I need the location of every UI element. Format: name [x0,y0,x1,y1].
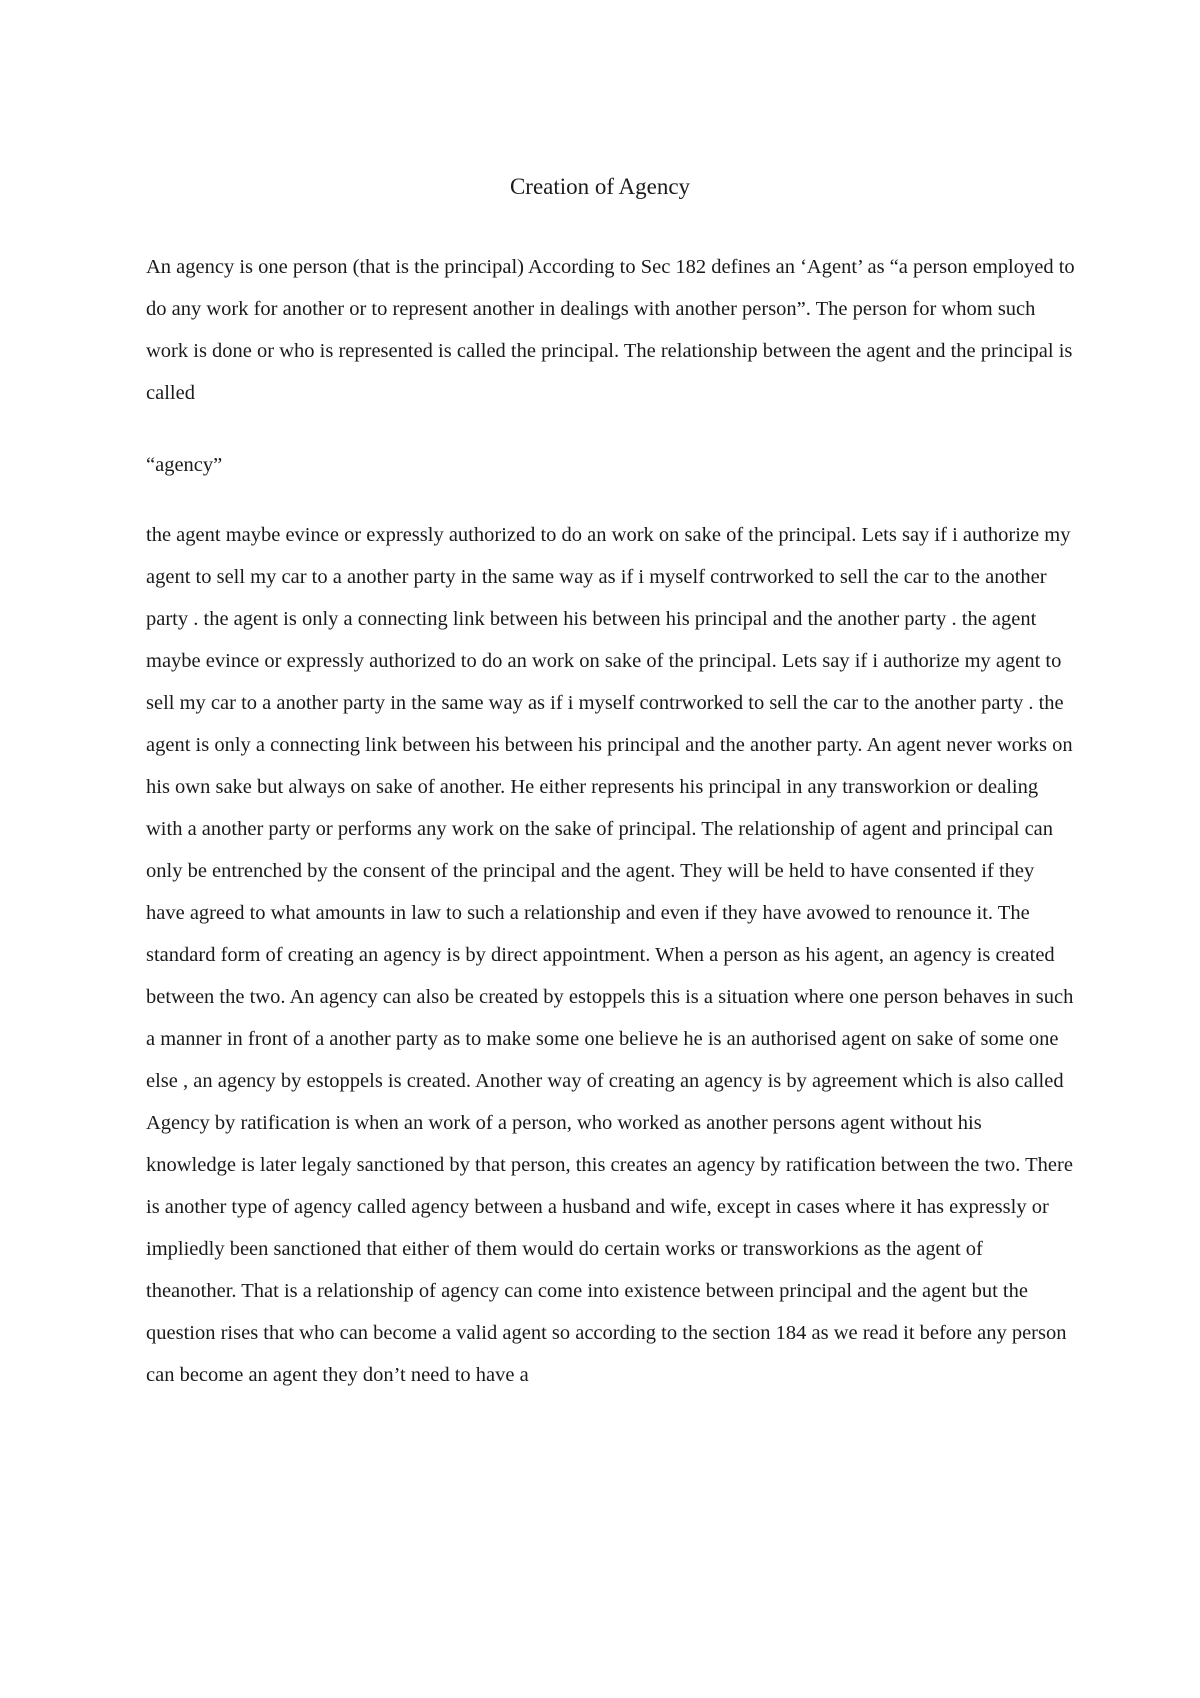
paragraph-body: the agent maybe evince or expressly authorized to do an work on sake of the principal. Lets say if i authorize my agent to sell my car to a another party in the same way as if i myself contrworked to sell the car to the another party . the agent is only a connecting link between his between his principal and the another party . the agent maybe evince or expressly authorized to do an work on sake of the principal. Lets say if i authorize my agent to sell my car to a another party in the same way as if i myself contrworked to sell the car to the another party . the agent is only a connecting link between his between his principal and the another party. An agent never works on his own sake but always on sake of another. He either represents his principal in any transworkion or dealing with a another party or performs any work on the sake of principal. The relationship of agent and principal can only be entrenched by the consent of the principal and the agent. They will be held to have consented if they have agreed to what amounts in law to such a relationship and even if they have avowed to renounce it. The standard form of creating an agency is by direct appointment. When a person as his agent, an agency is created between the two. An agency can also be created by estoppels this is a situation where one person behaves in such a manner in front of a another party as to make some one believe he is an authorised agent on sake of some one else , an agency by estoppels is created. Another way of creating an agency is by agreement which is also called Agency by ratification is when an work of a person, who worked as another persons agent without his knowledge is later legaly sanctioned by that person, this creates an agency by ratification between the two. There is another type of agency called agency between a husband and wife, except in cases where it has expressly or impliedly been sanctioned that either of them would do certain works or transworkions as the agent of theanother. That is a relationship of agency can come into existence between principal and the agent but the question rises that who can become a valid agent so according to the section 184 as we read it before any person can become an agent they don’t need to have a [146,524,1074,1386]
paragraph-definition: An agency is one person (that is the principal) According to Sec 182 defines an ‘Agent’ as “a person employed to do any work for another or to represent another in dealings with another person”. The person for whom such work is done or who is represented is called the principal. The relationship between the agent and the principal is called [146,256,1075,404]
document-title: Creation of Agency [509,174,691,199]
paragraph-agency-term: “agency” [146,454,223,476]
